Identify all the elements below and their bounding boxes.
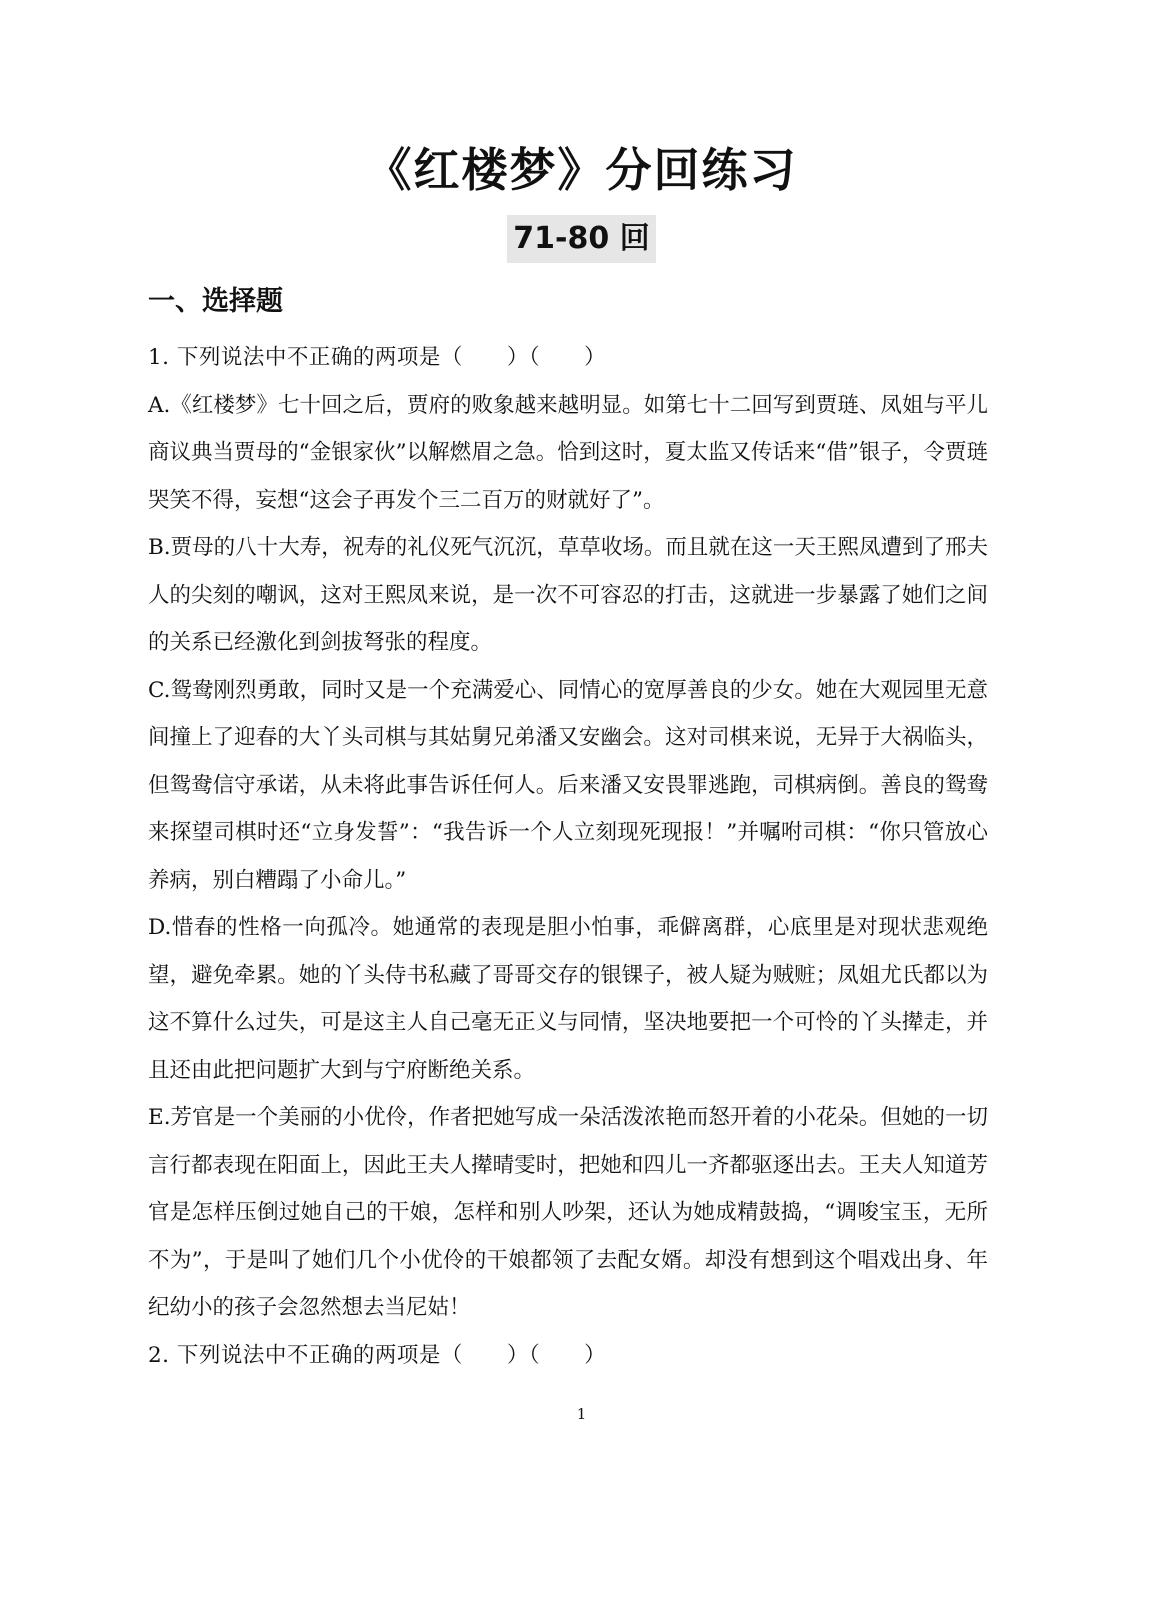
document-title: 《红楼梦》分回练习 <box>365 143 798 197</box>
chapter-range-subtitle: 71-80 回 <box>507 215 655 263</box>
document-body <box>148 334 988 1379</box>
question-1-stem: 1. 下列说法中不正确的两项是（ ）（ ） <box>148 345 607 370</box>
page-number: 1 <box>576 1405 587 1423</box>
question-1-option-b: B.贾母的八十大寿，祝寿的礼仪死气沉沉，草草收场。而且就在这一天王熙凤遭到了邢夫人的尖刻的嘲讽，这对王熙凤来说，是一次不可容忍的打击，这就进一步暴露了她们之间的关系已经激化到剑拔弩张的程度。 <box>148 535 988 655</box>
section-heading: 一、选择题 <box>148 286 283 317</box>
question-1-option-c: C.鸳鸯刚烈勇敢，同时又是一个充满爱心、同情心的宽厚善良的少女。她在大观园里无意间撞上了迎春的大丫头司棋与其姑舅兄弟潘又安幽会。这对司棋来说，无异于大祸临头，但鸳鸯信守承诺，从未将此事告诉任何人。后来潘又安畏罪逃跑，司棋病倒。善良的鸳鸯来探望司棋时还“立身发誓”：“我告诉一个人立刻现死现报！”并嘱咐司棋：“你只管放心养病，别白糟蹋了小命儿。” <box>148 677 988 893</box>
question-1-option-d: D.惜春的性格一向孤冷。她通常的表现是胆小怕事，乖僻离群，心底里是对现状悲观绝望，避免牵累。她的丫头侍书私藏了哥哥交存的银锞子，被人疑为贼赃；凤姐尤氏都以为这不算什么过失，可是这主人自己毫无正义与同情，坚决地要把一个可怜的丫头撵走，并且还由此把问题扩大到与宁府断绝关系。 <box>148 915 988 1083</box>
question-1-option-a: A.《红楼梦》七十回之后，贾府的败象越来越明显。如第七十二回写到贾琏、凤姐与平儿商议典当贾母的“金银家伙”以解燃眉之急。恰到这时，夏太监又传话来“借”银子，令贾琏哭笑不得，妄想“这会子再发个三二百万的财就好了”。 <box>148 392 988 513</box>
question-1-option-e: E.芳官是一个美丽的小优伶，作者把她写成一朵活泼浓艳而怒开着的小花朵。但她的一切言行都表现在阳面上，因此王夫人撵晴雯时，把她和四儿一齐都驱逐出去。王夫人知道芳官是怎样压倒过她自己的干娘，怎样和别人吵架，还认为她成精鼓捣，“调唆宝玉，无所不为”，于是叫了她们几个小优伶的干娘都领了去配女婿。却没有想到这个唱戏出身、年纪幼小的孩子会忽然想去当尼姑！ <box>148 1105 988 1320</box>
subtitle-wrapper <box>0 215 1163 263</box>
question-2-stem: 2. 下列说法中不正确的两项是（ ）（ ） <box>148 1342 607 1368</box>
